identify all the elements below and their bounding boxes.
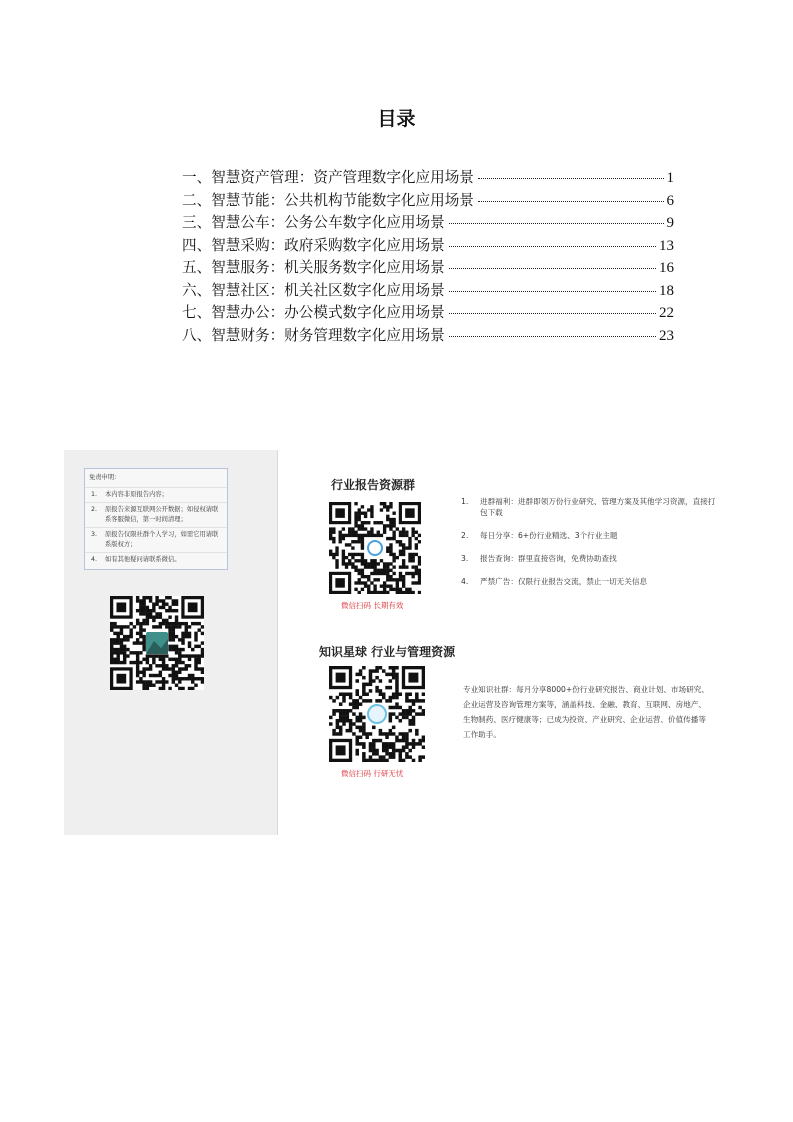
toc-entry-page: 18 xyxy=(659,282,674,299)
toc-entry[interactable] xyxy=(182,256,674,279)
report-group-features xyxy=(461,496,721,599)
divider xyxy=(85,502,227,503)
toc-entry-label: 一、智慧资产管理：资产管理数字化应用场景 xyxy=(182,169,474,186)
toc-entry-label: 四、智慧采购：政府采购数字化应用场景 xyxy=(182,236,445,254)
toc-leader-dots xyxy=(449,336,656,337)
feature-item-num: 3. xyxy=(461,554,469,563)
disclaimer-item-num: 4. xyxy=(91,556,98,563)
disclaimer-item-text: 原报告来源互联网公开数据；如侵权请联系客服微信，第一时间清理； xyxy=(105,506,219,523)
feature-item-num: 2. xyxy=(461,531,469,540)
report-group-qr-code[interactable] xyxy=(329,502,421,594)
feature-item-text: 每日分享：6+份行业精选、3个行业主题 xyxy=(480,531,618,540)
toc-entry[interactable] xyxy=(182,189,674,212)
toc-entry[interactable] xyxy=(182,211,674,234)
toc-entry[interactable] xyxy=(182,279,674,302)
toc-leader-dots xyxy=(449,313,656,314)
knowledge-planet-title: 知识星球 行业与管理资源 xyxy=(319,645,456,659)
disclaimer-item-text: 本内容非原报告内容； xyxy=(105,491,168,498)
toc-title: 目录 xyxy=(377,108,416,130)
toc-entry-page: 1 xyxy=(666,170,674,186)
toc-entry-label: 七、智慧办公：办公模式数字化应用场景 xyxy=(182,304,445,321)
toc-entry-label: 六、智慧社区：机关社区数字化应用场景 xyxy=(182,281,445,299)
feature-item xyxy=(461,576,721,587)
disclaimer-box xyxy=(84,468,228,570)
feature-item-num: 4. xyxy=(461,577,469,586)
toc-leader-dots xyxy=(449,246,656,247)
disclaimer-item xyxy=(85,490,227,500)
disclaimer-title: 免责申明： xyxy=(89,474,121,481)
disclaimer-item xyxy=(85,505,227,525)
feature-item xyxy=(461,553,721,564)
divider xyxy=(85,527,227,528)
toc-entry[interactable] xyxy=(182,301,674,324)
disclaimer-item-num: 3. xyxy=(91,531,98,538)
knowledge-planet-scan-caption: 微信扫码 行研无忧 xyxy=(341,769,404,778)
toc-entry-page: 23 xyxy=(659,327,674,344)
toc-leader-dots xyxy=(449,223,664,224)
toc-entry-page: 9 xyxy=(666,215,674,231)
disclaimer-panel xyxy=(64,450,278,835)
disclaimer-item xyxy=(85,530,227,550)
disclaimer-item-num: 1. xyxy=(91,491,98,498)
divider xyxy=(85,487,227,488)
divider xyxy=(85,552,227,553)
toc-entry[interactable] xyxy=(182,234,674,257)
disclaimer-item-text: 如有其他疑问请联系微信。 xyxy=(105,556,181,563)
toc-entry[interactable] xyxy=(182,166,674,189)
knowledge-planet-description: 专业知识社群：每月分享8000+份行业研究报告、商业计划、市场研究、企业运营及咨询管理方案等，涵盖科技、金融、教育、互联网、房地产、生物制药、医疗健康等；已成为投资、产业研究、企业运营、价值传播等工作助手。 xyxy=(463,685,709,739)
feature-item-text: 严禁广告：仅限行业报告交流，禁止一切无关信息 xyxy=(480,577,648,586)
toc-leader-dots xyxy=(449,291,656,292)
feature-item-text: 报告查询：群里直接咨询，免费协助查找 xyxy=(480,554,617,563)
toc-entry-label: 五、智慧服务：机关服务数字化应用场景 xyxy=(182,259,445,276)
disclaimer-item xyxy=(85,555,227,565)
disclaimer-item-text: 原报告仅限社群个人学习，如需它用请联系版权方； xyxy=(105,531,219,548)
toc-entry-page: 6 xyxy=(666,192,674,209)
toc-entry-page: 22 xyxy=(659,305,674,321)
toc-entry[interactable] xyxy=(182,324,674,347)
toc-entry-page: 16 xyxy=(659,260,674,276)
knowledge-planet-qr-code[interactable] xyxy=(329,666,425,762)
feature-item-num: 1. xyxy=(461,497,469,506)
report-group-scan-caption: 微信扫码 长期有效 xyxy=(341,601,404,610)
report-group-title: 行业报告资源群 xyxy=(331,478,416,492)
toc-list xyxy=(182,166,674,346)
feature-item-text: 进群福利：进群即领万份行业研究、管理方案及其他学习资源，直接打包下载 xyxy=(480,497,716,517)
toc-leader-dots xyxy=(478,178,664,179)
toc-entry-page: 13 xyxy=(659,237,674,254)
feature-item xyxy=(461,530,721,541)
toc-entry-label: 八、智慧财务：财务管理数字化应用场景 xyxy=(182,326,445,344)
toc-entry-label: 三、智慧公车：公务公车数字化应用场景 xyxy=(182,214,445,231)
toc-leader-dots xyxy=(478,201,664,202)
toc-leader-dots xyxy=(449,268,656,269)
resource-ad-block xyxy=(64,450,714,835)
feature-item xyxy=(461,496,721,518)
contact-qr-code[interactable] xyxy=(110,596,204,690)
toc-entry-label: 二、智慧节能：公共机构节能数字化应用场景 xyxy=(182,191,474,209)
disclaimer-item-num: 2. xyxy=(91,506,98,513)
